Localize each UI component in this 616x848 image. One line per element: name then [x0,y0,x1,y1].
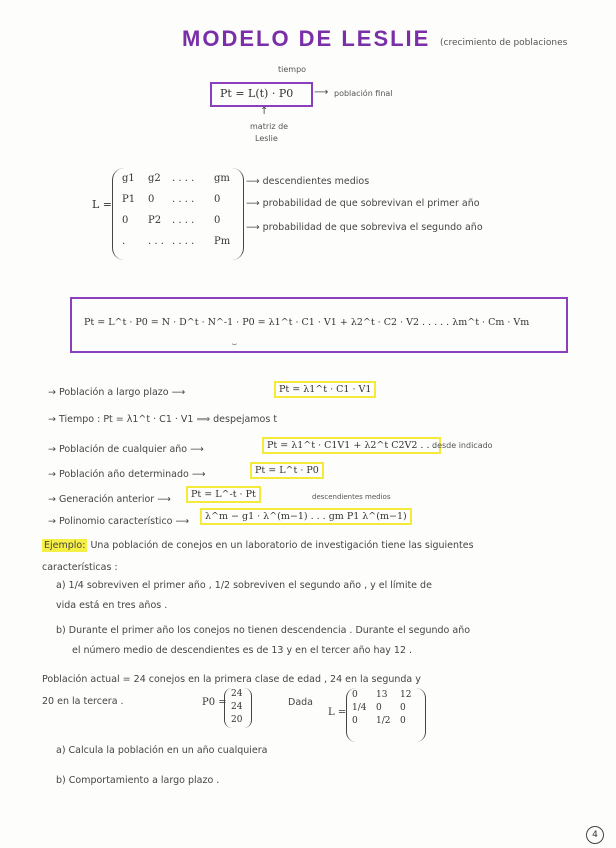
bullet-long-term [48,387,185,398]
matrix-cell: P1 [122,194,136,205]
arrow-icon: ⟶ [246,222,263,233]
bullet-previous [48,494,171,505]
main-formula: Pt = L(t) · P0 [220,87,294,100]
matrix-cell: Pm [214,236,231,247]
p0-value: 24 [231,689,243,699]
note-text: probabilidad de que sobreviva el segundo año [262,222,483,233]
page-number: 4 [586,826,604,844]
arrow-matrix: ↑ [260,106,269,117]
example-b-1: b) Durante el primer año los conejos no tienen descendencia . Durante el segundo año [56,625,471,636]
formula-long-term: Pt = λ1^t · C1 · V1 [274,381,376,398]
arrow-icon: ⟶ [190,444,204,455]
dada-label: Dada [288,697,313,708]
arrow-icon: ⟶ [191,469,206,480]
matrix-cell: gm [214,173,230,184]
example-a-2: vida está en tres años . [56,600,168,611]
matrix-cell: 0 [214,215,221,226]
example-text: Una población de conejos en un laboratorio de investigación tiene las siguientes [90,540,474,551]
arrow-icon: → [48,387,59,398]
bullet-given-year [48,469,206,480]
bullet-text: Población año determinado [58,469,189,480]
label-matrix: matriz de [250,122,289,131]
matrix-cell: . . . . [172,215,195,226]
formula-previous: Pt = L^-t · Pt [186,486,261,503]
label-time: tiempo [278,65,307,74]
matrix-note-3 [246,222,483,233]
matrix-cell: 0 [376,703,382,713]
arrow-icon: ⟶ [171,387,186,398]
matrix-cell: 0 [214,194,221,205]
p0-value: 20 [231,715,243,725]
p0-value: 24 [231,702,243,712]
matrix-cell: . . . . [172,236,195,247]
matrix-note-2 [246,198,480,209]
note-text: descendientes medios [262,176,370,187]
formula-given-year: Pt = L^t · P0 [250,462,324,479]
matrix-cell: 0 [352,716,358,726]
matrix-cell: 0 [148,194,155,205]
matrix-cell: 13 [376,690,388,700]
note-polynomial: descendientes medios [312,493,391,501]
arrow-icon: → [48,494,59,505]
arrow-icon: ⟶ [246,198,263,209]
population-line-1: Población actual = 24 conejos en la primera clase de edad , 24 en la segunda y [42,674,421,685]
p0-label: P0 = [202,697,227,708]
matrix-cell: g1 [122,173,135,184]
arrow-icon: → [48,516,59,527]
label-matrix-2: Leslie [255,134,278,143]
example-label: Ejemplo: [44,540,86,551]
arrow-icon: ⟶ [246,176,263,187]
example-line-2: características : [42,562,118,573]
page-subtitle: (crecimiento de poblaciones [440,38,568,48]
leslie-lhs: L = [92,198,113,211]
l-example-label: L = [328,707,347,718]
formula-any-year: Pt = λ1^t · C1V1 + λ2^t C2V2 . . . [262,437,441,454]
matrix-cell: g2 [148,173,161,184]
bullet-text: Población de cualquier año [58,444,188,455]
question-a: a) Calcula la población en un año cualquiera [56,745,268,756]
matrix-cell: . . . . [172,194,195,205]
arrow-icon: → [48,444,59,455]
bullet-polynomial [48,516,189,527]
bullet-any-year [48,444,204,455]
arrow-icon: → [48,469,59,480]
matrix-cell: 12 [400,690,412,700]
example-b-2: el número medio de descendientes es de 13 y en el tercer año hay 12 . [72,645,413,656]
formula-polynomial: λ^m − g1 · λ^(m−1) . . . gm P1 λ^(m−1) [200,508,412,525]
arrow-final: ⟶ [314,87,329,98]
matrix-note-1 [246,176,369,187]
bullet-text: Polinomio característico [58,516,173,527]
matrix-cell: 0 [352,690,358,700]
label-final: población final [334,89,393,98]
bullet-text: Población a largo plazo [58,387,169,398]
matrix-cell: 1/2 [376,716,391,726]
question-b: b) Comportamiento a largo plazo . [56,775,220,786]
matrix-cell: . . . . [172,173,195,184]
population-line-2: 20 en la tercera . [42,696,124,707]
decomposition-formula: Pt = L^t · P0 = N · D^t · N^-1 · P0 = λ1^t · C1 · V1 + λ2^t · C2 · V2 . . . . . λm^t · Cm · Vm [84,317,530,328]
matrix-cell: 1/4 [352,703,367,713]
bullet-text: Tiempo : Pt = λ1^t · C1 · V1 ⟹ despejamos t [58,414,278,425]
matrix-cell: 0 [400,716,406,726]
example-a-1: a) 1/4 sobreviven el primer año , 1/2 sobreviven el segundo año , y el límite de [56,580,432,591]
arrow-icon: ⟶ [175,516,190,527]
bullet-text: Generación anterior [58,494,155,505]
matrix-cell: . . . [148,236,164,247]
page-title: MODELO DE LESLIE [182,26,431,51]
arrow-icon: → [48,414,59,425]
bullet-time [48,414,277,425]
matrix-cell: 0 [122,215,129,226]
note-text: probabilidad de que sobrevivan el primer año [262,198,480,209]
example-intro [42,540,474,551]
l-example-rows [352,690,420,726]
matrix-cell: P2 [148,215,162,226]
matrix-cell: 0 [400,703,406,713]
note-any-year: desde indicado [432,441,493,450]
matrix-cell: . [122,236,126,247]
brace-mark: ⏟ [232,336,237,345]
leslie-matrix-rows [122,173,234,247]
arrow-icon: ⟶ [157,494,171,505]
